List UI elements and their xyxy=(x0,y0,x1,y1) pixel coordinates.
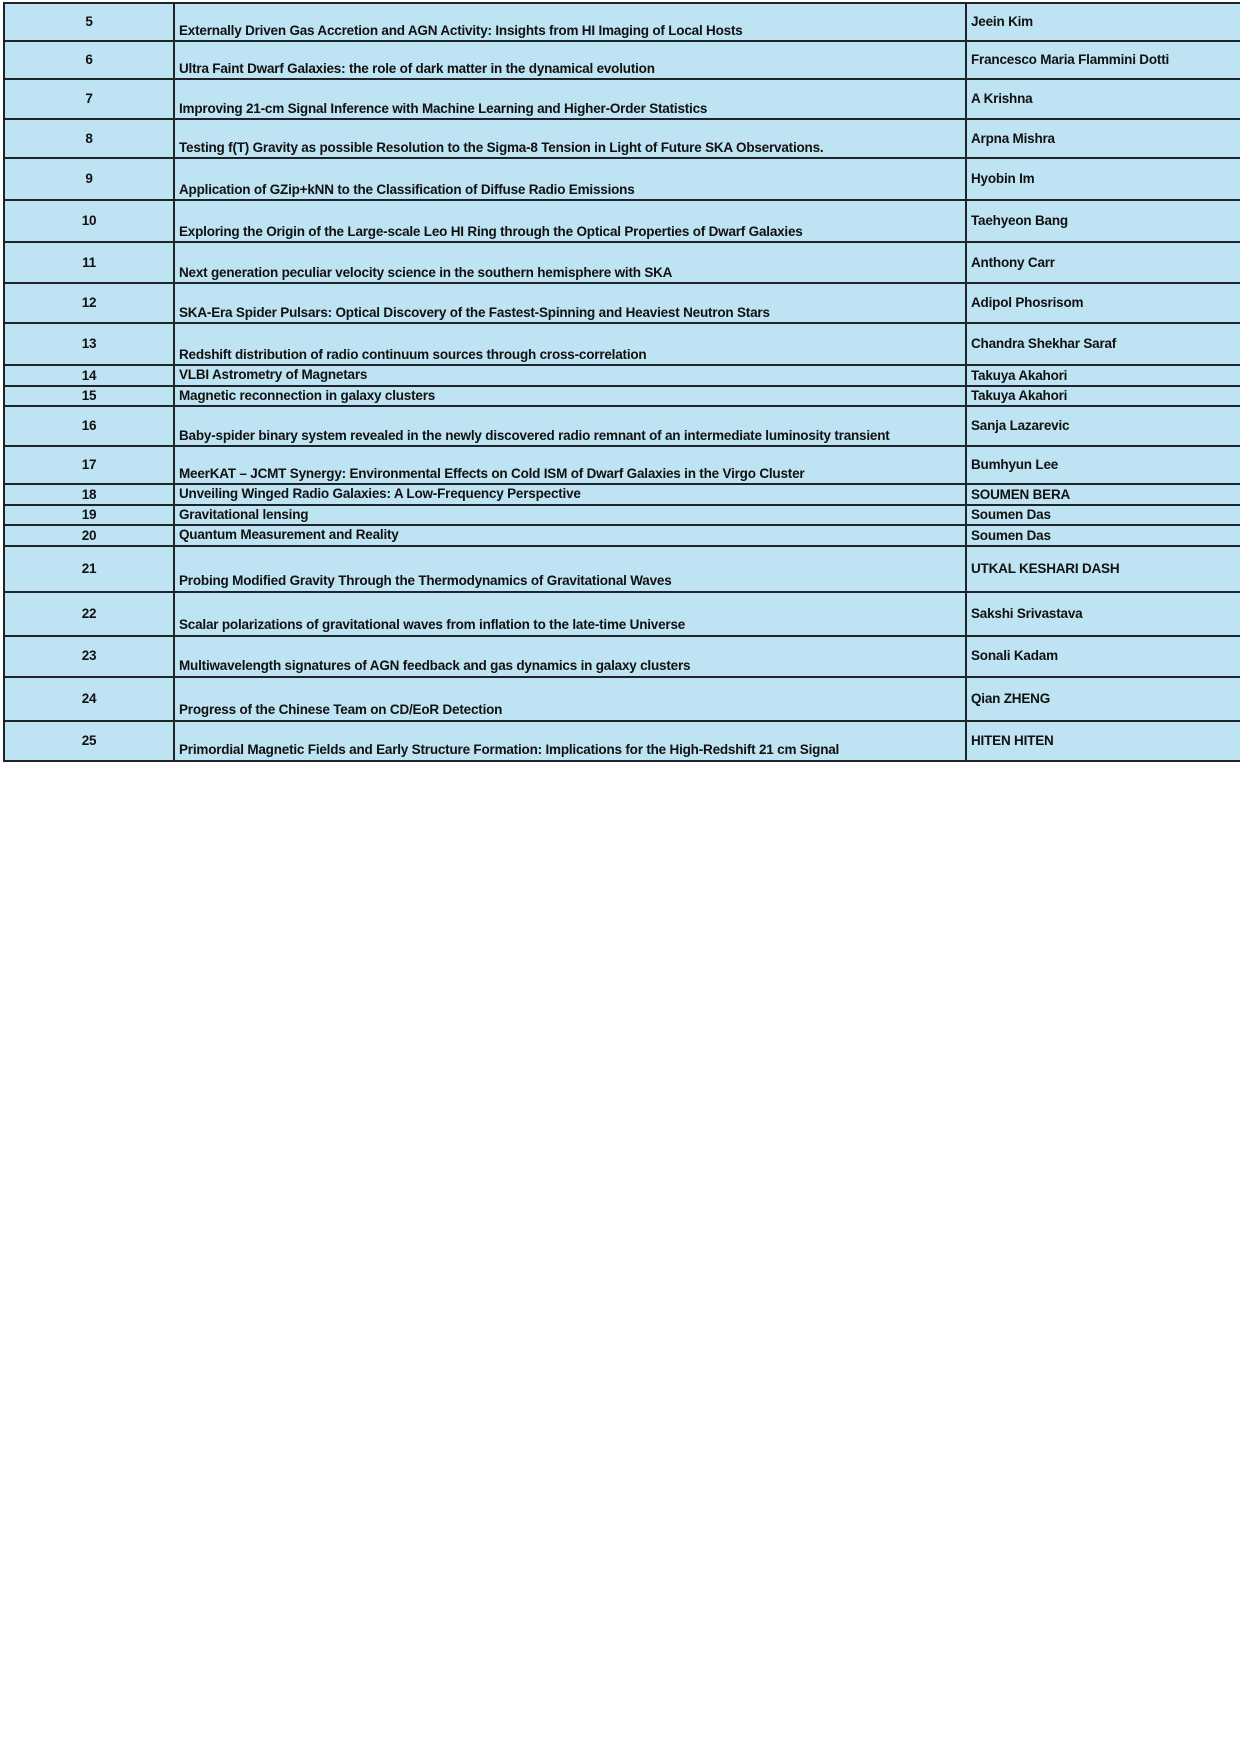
table-row xyxy=(4,365,1240,386)
title-cell: Magnetic reconnection in galaxy clusters xyxy=(174,386,966,407)
table-row xyxy=(4,323,1240,365)
table-row xyxy=(4,283,1240,323)
row-number-cell: 18 xyxy=(4,484,174,505)
title-cell: Progress of the Chinese Team on CD/EoR Detection xyxy=(174,677,966,721)
title-cell: Ultra Faint Dwarf Galaxies: the role of dark matter in the dynamical evolution xyxy=(174,41,966,79)
title-cell: Redshift distribution of radio continuum sources through cross-correlation xyxy=(174,323,966,365)
table-row xyxy=(4,41,1240,79)
title-cell: Improving 21-cm Signal Inference with Machine Learning and Higher-Order Statistics xyxy=(174,79,966,119)
table-row xyxy=(4,525,1240,546)
schedule-table-body xyxy=(4,3,1240,761)
table-row xyxy=(4,546,1240,592)
author-cell: Jeein Kim xyxy=(966,3,1240,41)
row-number-cell: 24 xyxy=(4,677,174,721)
title-cell: Next generation peculiar velocity science in the southern hemisphere with SKA xyxy=(174,242,966,283)
title-cell: Testing f(T) Gravity as possible Resolution to the Sigma-8 Tension in Light of Future SKA Observations. xyxy=(174,119,966,158)
row-number-cell: 17 xyxy=(4,446,174,484)
author-cell: Chandra Shekhar Saraf xyxy=(966,323,1240,365)
table-row xyxy=(4,406,1240,446)
author-cell: A Krishna xyxy=(966,79,1240,119)
row-number-cell: 12 xyxy=(4,283,174,323)
table-row xyxy=(4,242,1240,283)
row-number-cell: 6 xyxy=(4,41,174,79)
row-number-cell: 7 xyxy=(4,79,174,119)
title-cell: VLBI Astrometry of Magnetars xyxy=(174,365,966,386)
row-number-cell: 13 xyxy=(4,323,174,365)
row-number-cell: 21 xyxy=(4,546,174,592)
row-number-cell: 16 xyxy=(4,406,174,446)
author-cell: Francesco Maria Flammini Dotti xyxy=(966,41,1240,79)
row-number-cell: 11 xyxy=(4,242,174,283)
title-cell: Unveiling Winged Radio Galaxies: A Low-Frequency Perspective xyxy=(174,484,966,505)
row-number-cell: 25 xyxy=(4,721,174,761)
author-cell: Sanja Lazarevic xyxy=(966,406,1240,446)
author-cell: Hyobin Im xyxy=(966,158,1240,200)
author-cell: Soumen Das xyxy=(966,525,1240,546)
author-cell: Soumen Das xyxy=(966,505,1240,526)
author-cell: Adipol Phosrisom xyxy=(966,283,1240,323)
title-cell: Probing Modified Gravity Through the Thermodynamics of Gravitational Waves xyxy=(174,546,966,592)
table-row xyxy=(4,200,1240,242)
table-row xyxy=(4,636,1240,677)
title-cell: Exploring the Origin of the Large-scale Leo HI Ring through the Optical Properties of Dwarf Galaxies xyxy=(174,200,966,242)
table-row xyxy=(4,158,1240,200)
talk-schedule-table xyxy=(3,2,1240,762)
table-row xyxy=(4,119,1240,158)
title-cell: Gravitational lensing xyxy=(174,505,966,526)
row-number-cell: 10 xyxy=(4,200,174,242)
author-cell: Sonali Kadam xyxy=(966,636,1240,677)
table-row xyxy=(4,677,1240,721)
table-row xyxy=(4,721,1240,761)
author-cell: HITEN HITEN xyxy=(966,721,1240,761)
title-cell: Quantum Measurement and Reality xyxy=(174,525,966,546)
author-cell: Bumhyun Lee xyxy=(966,446,1240,484)
table-row xyxy=(4,386,1240,407)
row-number-cell: 15 xyxy=(4,386,174,407)
author-cell: Takuya Akahori xyxy=(966,386,1240,407)
title-cell: MeerKAT – JCMT Synergy: Environmental Effects on Cold ISM of Dwarf Galaxies in the Virgo Cluster xyxy=(174,446,966,484)
title-cell: Externally Driven Gas Accretion and AGN Activity: Insights from HI Imaging of Local Hosts xyxy=(174,3,966,41)
row-number-cell: 9 xyxy=(4,158,174,200)
title-cell: SKA-Era Spider Pulsars: Optical Discovery of the Fastest-Spinning and Heaviest Neutron Stars xyxy=(174,283,966,323)
author-cell: Takuya Akahori xyxy=(966,365,1240,386)
title-cell: Multiwavelength signatures of AGN feedback and gas dynamics in galaxy clusters xyxy=(174,636,966,677)
title-cell: Scalar polarizations of gravitational waves from inflation to the late-time Universe xyxy=(174,592,966,636)
author-cell: Qian ZHENG xyxy=(966,677,1240,721)
author-cell: Sakshi Srivastava xyxy=(966,592,1240,636)
table-row xyxy=(4,592,1240,636)
row-number-cell: 22 xyxy=(4,592,174,636)
author-cell: Arpna Mishra xyxy=(966,119,1240,158)
row-number-cell: 5 xyxy=(4,3,174,41)
author-cell: UTKAL KESHARI DASH xyxy=(966,546,1240,592)
table-row xyxy=(4,446,1240,484)
row-number-cell: 14 xyxy=(4,365,174,386)
title-cell: Application of GZip+kNN to the Classification of Diffuse Radio Emissions xyxy=(174,158,966,200)
author-cell: SOUMEN BERA xyxy=(966,484,1240,505)
row-number-cell: 20 xyxy=(4,525,174,546)
author-cell: Anthony Carr xyxy=(966,242,1240,283)
row-number-cell: 8 xyxy=(4,119,174,158)
table-row xyxy=(4,484,1240,505)
title-cell: Baby-spider binary system revealed in the newly discovered radio remnant of an intermediate luminosity transient xyxy=(174,406,966,446)
row-number-cell: 19 xyxy=(4,505,174,526)
table-row xyxy=(4,505,1240,526)
title-cell: Primordial Magnetic Fields and Early Structure Formation: Implications for the High-Redshift 21 cm Signal xyxy=(174,721,966,761)
table-row xyxy=(4,79,1240,119)
table-row xyxy=(4,3,1240,41)
row-number-cell: 23 xyxy=(4,636,174,677)
author-cell: Taehyeon Bang xyxy=(966,200,1240,242)
